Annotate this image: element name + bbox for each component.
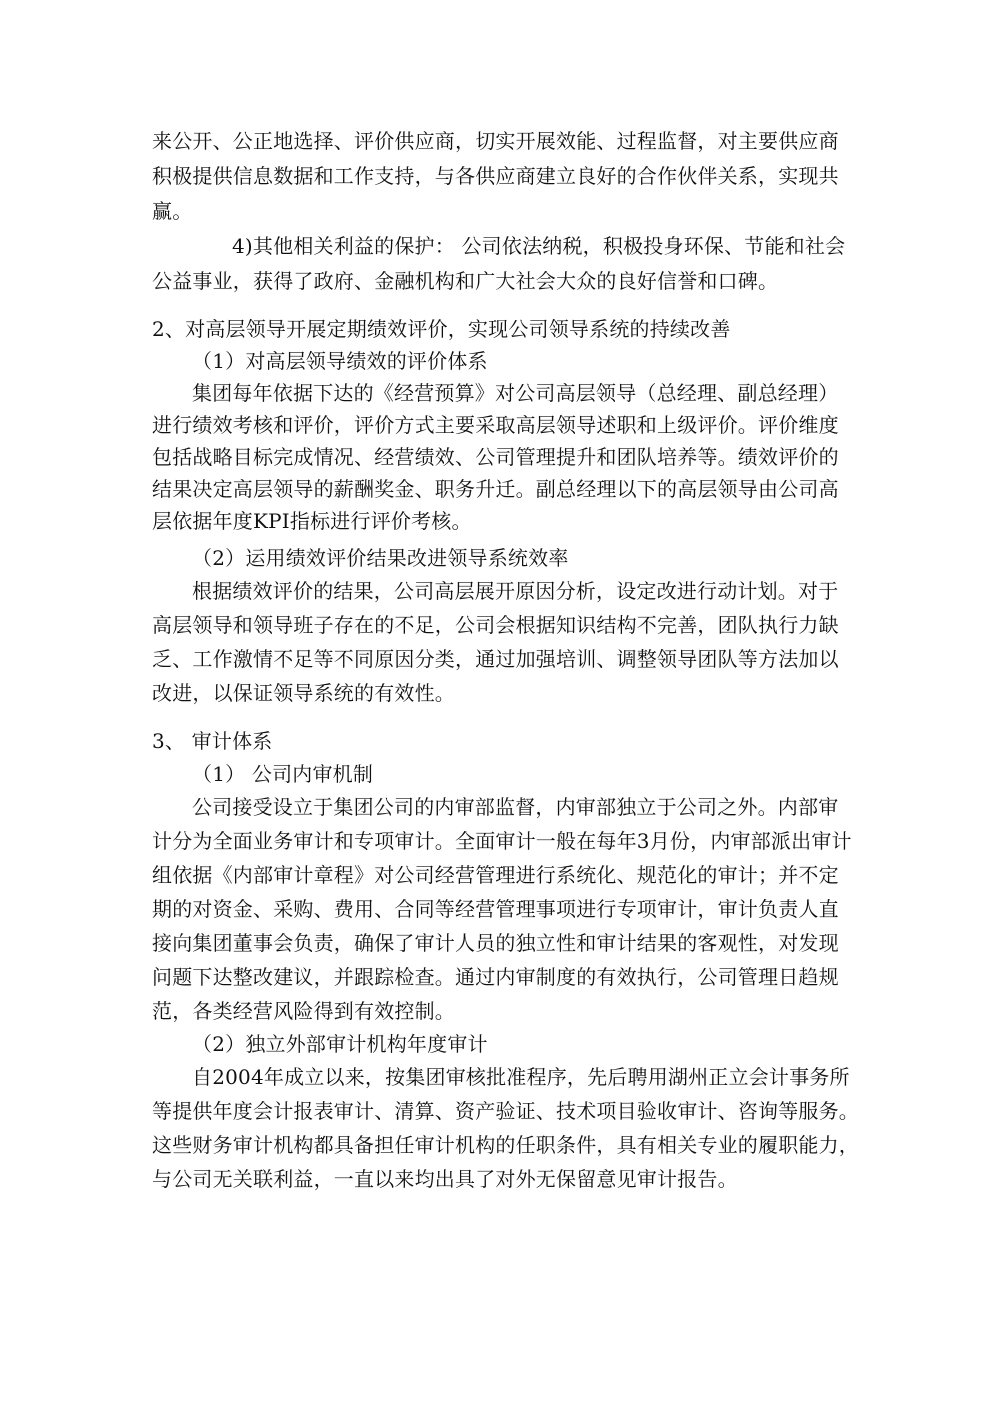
paragraph-line: 组依据《内部审计章程》对公司经营管理进行系统化、规范化的审计；并不定	[152, 863, 839, 887]
paragraph-line: 集团每年依据下达的《经营预算》对公司高层领导（总经理、副总经理）	[192, 381, 839, 405]
subsection-title: （2）运用绩效评价结果改进领导系统效率	[192, 546, 569, 570]
paragraph-line: 来公开、公正地选择、评价供应商，切实开展效能、过程监督，对主要供应商	[152, 129, 839, 153]
paragraph-line: 自2004年成立以来，按集团审核批准程序，先后聘用湖州正立会计事务所	[192, 1065, 850, 1089]
subsection-title: （1）对高层领导绩效的评价体系	[192, 349, 488, 373]
section-heading: 3、 审计体系	[152, 729, 273, 753]
paragraph-line: 进行绩效考核和评价，评价方式主要采取高层领导述职和上级评价。评价维度	[152, 413, 839, 437]
paragraph-line: 包括战略目标完成情况、经营绩效、公司管理提升和团队培养等。绩效评价的	[152, 445, 839, 469]
paragraph-line: 公司接受设立于集团公司的内审部监督，内审部独立于公司之外。内部审	[192, 795, 839, 819]
paragraph-line: 计分为全面业务审计和专项审计。全面审计一般在每年3月份，内审部派出审计	[152, 829, 852, 853]
paragraph-line: 4)其他相关利益的保护： 公司依法纳税，积极投身环保、节能和社会	[232, 234, 846, 258]
paragraph-line: 赢。	[152, 199, 193, 223]
paragraph-line: 改进，以保证领导系统的有效性。	[152, 681, 455, 705]
paragraph-line: 与公司无关联利益，一直以来均出具了对外无保留意见审计报告。	[152, 1167, 738, 1191]
paragraph-line: 期的对资金、采购、费用、合同等经营管理事项进行专项审计，审计负责人直	[152, 897, 839, 921]
paragraph-line: 范，各类经营风险得到有效控制。	[152, 999, 455, 1023]
paragraph-line: 接向集团董事会负责，确保了审计人员的独立性和审计结果的客观性，对发现	[152, 931, 839, 955]
subsection-title: （1） 公司内审机制	[192, 762, 374, 786]
paragraph-line: 根据绩效评价的结果，公司高层展开原因分析，设定改进行动计划。对于	[192, 579, 839, 603]
paragraph-line: 乏、工作激情不足等不同原因分类，通过加强培训、调整领导团队等方法加以	[152, 647, 839, 671]
paragraph-line: 等提供年度会计报表审计、清算、资产验证、技术项目验收审计、咨询等服务。	[152, 1099, 859, 1123]
paragraph-line: 结果决定高层领导的薪酬奖金、职务升迁。副总经理以下的高层领导由公司高	[152, 477, 839, 501]
paragraph-line: 这些财务审计机构都具备担任审计机构的任职条件，具有相关专业的履职能力，	[152, 1133, 859, 1157]
paragraph-line: 层依据年度KPI指标进行评价考核。	[152, 509, 472, 533]
section-heading: 2、对高层领导开展定期绩效评价，实现公司领导系统的持续改善	[152, 317, 731, 341]
paragraph-line: 积极提供信息数据和工作支持，与各供应商建立良好的合作伙伴关系，实现共	[152, 164, 839, 188]
paragraph-line: 高层领导和领导班子存在的不足，公司会根据知识结构不完善，团队执行力缺	[152, 613, 839, 637]
paragraph-line: 公益事业，获得了政府、金融机构和广大社会大众的良好信誉和口碑。	[152, 269, 779, 293]
subsection-title: （2）独立外部审计机构年度审计	[192, 1032, 488, 1056]
paragraph-line: 问题下达整改建议，并跟踪检查。通过内审制度的有效执行，公司管理日趋规	[152, 965, 839, 989]
